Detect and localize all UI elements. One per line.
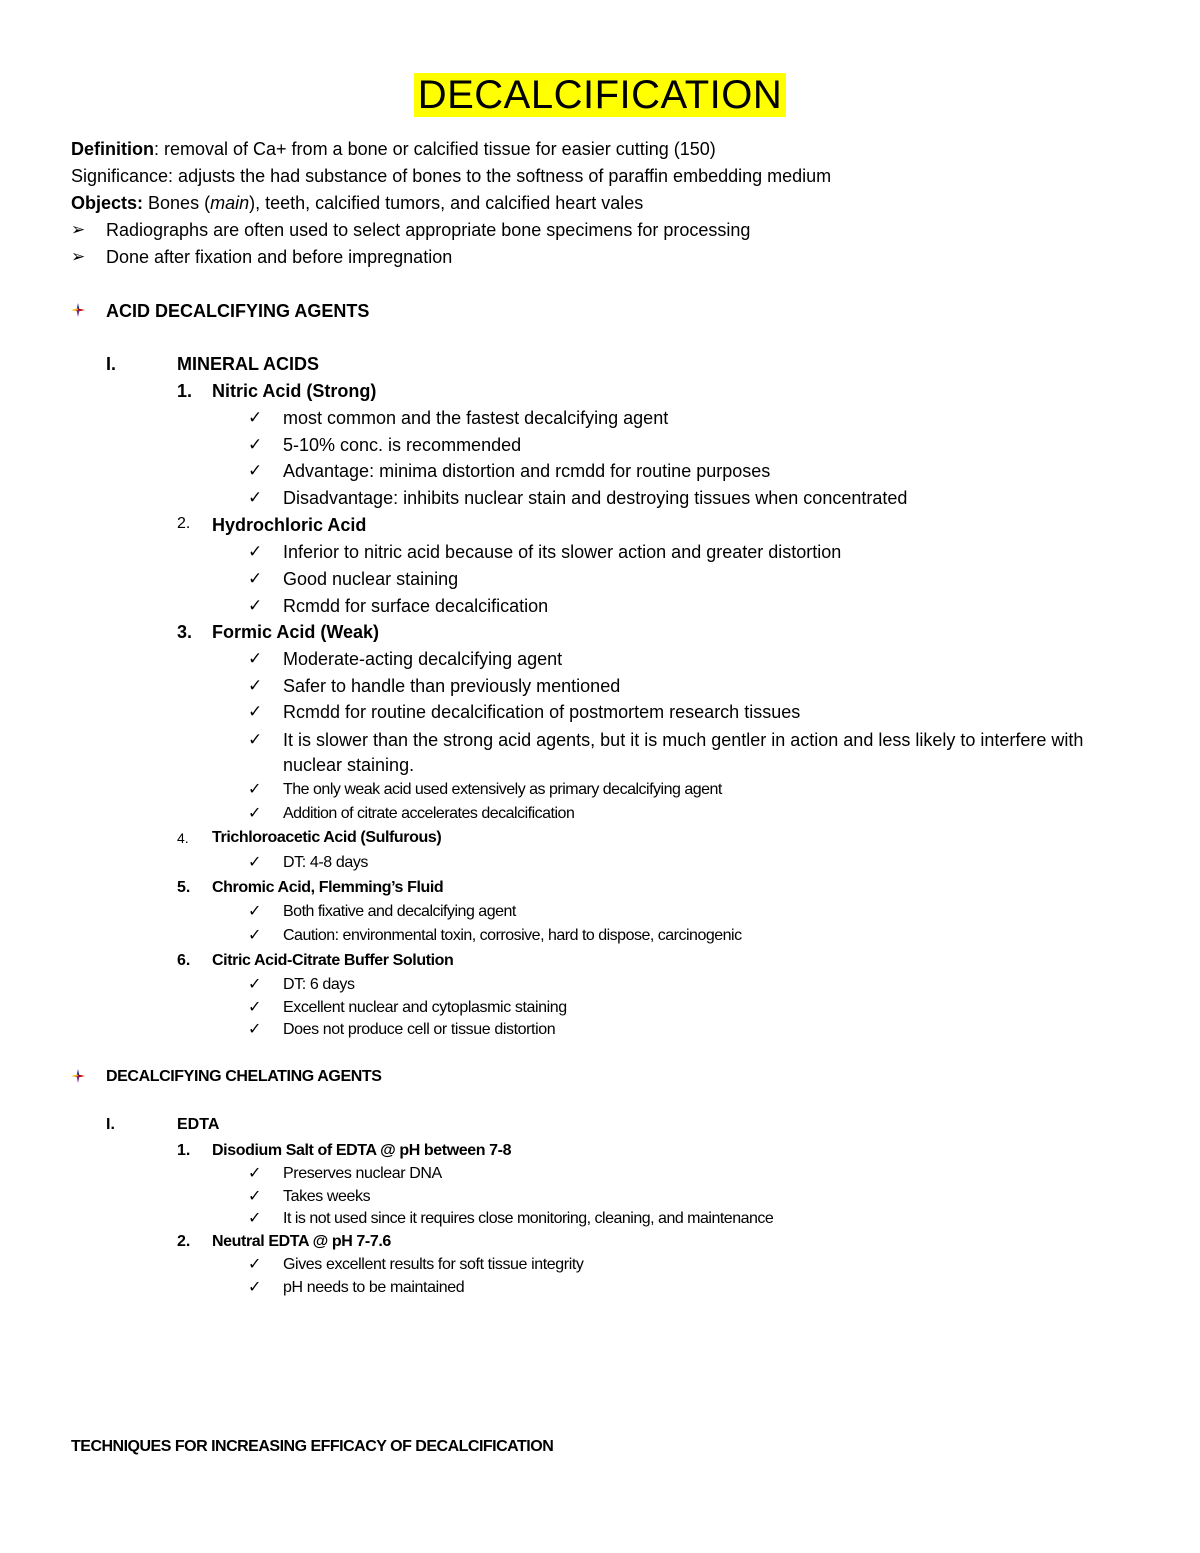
check-icon: ✓: [248, 1210, 262, 1227]
item-title: Disodium Salt of EDTA @ pH between 7-8: [212, 1142, 512, 1159]
check-icon: ✓: [248, 676, 263, 695]
significance-line: Significance: adjusts the had substance of bones to the softness of paraffin embedding medium: [71, 166, 832, 186]
item-point: Both fixative and decalcifying agent: [283, 903, 516, 920]
check-icon: ✓: [248, 435, 263, 454]
roman-numeral: I.: [106, 354, 117, 374]
item-point: Addition of citrate accelerates decalcification: [283, 805, 575, 822]
item-point: Inferior to nitric acid because of its slower action and greater distortion: [283, 542, 842, 562]
item-number: 3.: [177, 622, 193, 642]
objects-post: ), teeth, calcified tumors, and calcified heart vales: [249, 193, 644, 213]
arrow-bullet-icon: ➢: [71, 247, 86, 266]
item-point: 5-10% conc. is recommended: [283, 435, 522, 455]
check-icon: ✓: [248, 1256, 262, 1273]
check-icon: ✓: [248, 730, 263, 749]
section-heading-chelating: DECALCIFYING CHELATING AGENTS: [106, 1068, 382, 1085]
page-title: [0, 72, 1200, 118]
item-title: Nitric Acid (Strong): [212, 381, 377, 401]
section-heading-acid: ACID DECALCIFYING AGENTS: [106, 301, 370, 321]
check-icon: ✓: [248, 488, 263, 507]
item-point: Excellent nuclear and cytoplasmic staining: [283, 999, 567, 1016]
check-icon: ✓: [248, 569, 263, 588]
item-number: 6.: [177, 952, 191, 969]
check-icon: ✓: [248, 1279, 262, 1296]
item-point: pH needs to be maintained: [283, 1279, 465, 1296]
techniques-heading: TECHNIQUES FOR INCREASING EFFICACY OF DECALCIFICATION: [71, 1438, 554, 1455]
item-title: Chromic Acid, Flemming’s Fluid: [212, 879, 444, 896]
item-point: most common and the fastest decalcifying agent: [283, 408, 669, 428]
item-point: DT: 6 days: [283, 976, 355, 993]
check-icon: ✓: [248, 999, 262, 1016]
check-icon: ✓: [248, 1165, 262, 1182]
item-point-continuation: nuclear staining.: [283, 755, 415, 775]
item-point: Advantage: minima distortion and rcmdd for routine purposes: [283, 461, 771, 481]
check-icon: ✓: [248, 854, 262, 871]
item-title: Neutral EDTA @ pH 7-7.6: [212, 1233, 391, 1250]
intro-bullet: Radiographs are often used to select appropriate bone specimens for processing: [106, 220, 751, 240]
check-icon: ✓: [248, 461, 263, 480]
objects-italic: main: [210, 193, 250, 213]
objects-pre: Bones (: [143, 193, 211, 213]
item-number: 5.: [177, 879, 191, 896]
objects-label: Objects:: [71, 193, 144, 213]
item-point: Caution: environmental toxin, corrosive, hard to dispose, carcinogenic: [283, 927, 742, 944]
check-icon: ✓: [248, 649, 263, 668]
subheading-edta: EDTA: [177, 1116, 220, 1133]
subheading-mineral-acids: MINERAL ACIDS: [177, 354, 320, 374]
item-number: 4.: [177, 830, 189, 846]
item-number: 1.: [177, 1142, 191, 1159]
check-icon: ✓: [248, 903, 262, 920]
arrow-bullet-icon: ➢: [71, 220, 86, 239]
item-number: 2.: [177, 515, 191, 532]
definition-line: [71, 139, 716, 160]
definition-text: : removal of Ca+ from a bone or calcified tissue for easier cutting (150): [154, 139, 716, 159]
item-title: Citric Acid-Citrate Buffer Solution: [212, 952, 454, 969]
definition-label: Definition: [71, 139, 154, 159]
check-icon: ✓: [248, 927, 262, 944]
item-point: Takes weeks: [283, 1188, 371, 1205]
item-number: 2.: [177, 1233, 191, 1250]
objects-line: [71, 193, 643, 214]
diamond-bullet-icon: [70, 302, 86, 323]
item-title: Trichloroacetic Acid (Sulfurous): [212, 829, 442, 846]
item-title: Formic Acid (Weak): [212, 622, 380, 642]
item-point: Does not produce cell or tissue distortion: [283, 1021, 556, 1038]
item-point: Gives excellent results for soft tissue integrity: [283, 1256, 584, 1273]
item-point: Good nuclear staining: [283, 569, 459, 589]
item-number: 1.: [177, 381, 193, 401]
item-point: Moderate-acting decalcifying agent: [283, 649, 563, 669]
item-title: Hydrochloric Acid: [212, 515, 367, 535]
item-point: Safer to handle than previously mentioned: [283, 676, 621, 696]
intro-bullet: Done after fixation and before impregnation: [106, 247, 453, 267]
check-icon: ✓: [248, 596, 263, 615]
diamond-bullet-icon: [70, 1068, 86, 1089]
item-point: It is not used since it requires close monitoring, cleaning, and maintenance: [283, 1210, 774, 1227]
item-point: Rcmdd for surface decalcification: [283, 596, 549, 616]
check-icon: ✓: [248, 542, 263, 561]
item-point: Rcmdd for routine decalcification of postmortem research tissues: [283, 702, 801, 722]
check-icon: ✓: [248, 1188, 262, 1205]
item-point: DT: 4-8 days: [283, 854, 369, 871]
roman-numeral: I.: [106, 1116, 115, 1133]
check-icon: ✓: [248, 1021, 262, 1038]
check-icon: ✓: [248, 408, 263, 427]
item-point: Disadvantage: inhibits nuclear stain and destroying tissues when concentrated: [283, 488, 908, 508]
check-icon: ✓: [248, 702, 263, 721]
title-highlight: DECALCIFICATION: [414, 73, 787, 117]
item-point: It is slower than the strong acid agents, but it is much gentler in action and less likely to interfere with: [283, 730, 1084, 750]
check-icon: ✓: [248, 805, 262, 822]
item-point: Preserves nuclear DNA: [283, 1165, 442, 1182]
check-icon: ✓: [248, 781, 262, 798]
check-icon: ✓: [248, 976, 262, 993]
item-point: The only weak acid used extensively as primary decalcifying agent: [283, 781, 722, 798]
